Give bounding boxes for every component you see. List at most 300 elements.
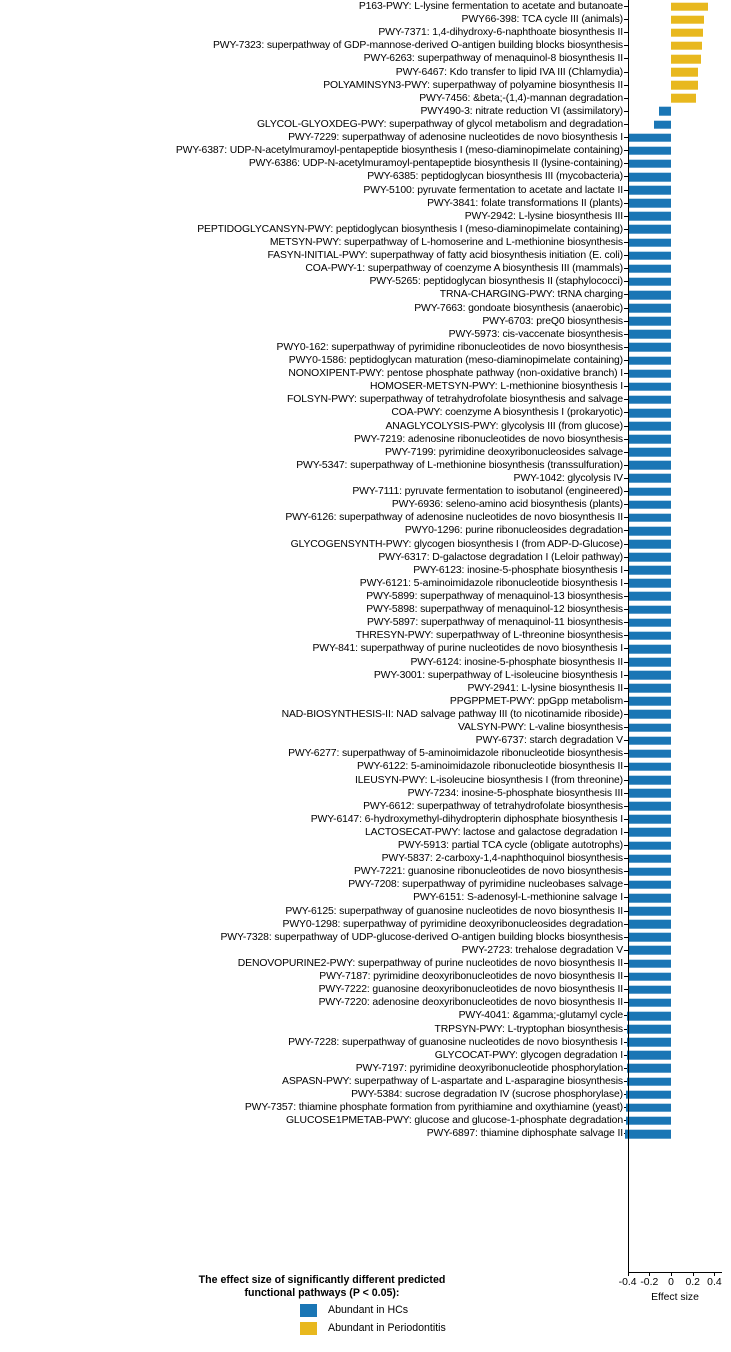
legend-label: Abundant in HCs [328, 1304, 409, 1317]
bar-cell [628, 315, 727, 328]
plot-left-spine [628, 0, 629, 1272]
bar-abundant-in-hcs [628, 251, 671, 260]
bar-row [0, 144, 731, 157]
x-tick [671, 1272, 672, 1276]
bar-cell [628, 1062, 727, 1075]
bar-row [0, 1101, 731, 1114]
bar-cell [628, 734, 727, 747]
bar-abundant-in-hcs [628, 710, 671, 719]
bar-cell [628, 996, 727, 1009]
bar-row [0, 957, 731, 970]
bar-row [0, 288, 731, 301]
bar-abundant-in-hcs [628, 317, 671, 326]
bar-row [0, 236, 731, 249]
bar-row [0, 695, 731, 708]
pathway-label: PWY-5837: 2-carboxy-1,4-naphthoquinol biosynthesis [381, 853, 623, 865]
bar-cell [628, 328, 727, 341]
pathway-label: PWY-7328: superpathway of UDP-glucose-derived O-antigen building blocks biosynthesis [220, 931, 623, 943]
bar-cell [628, 891, 727, 904]
bar-abundant-in-hcs [628, 186, 671, 195]
bar-abundant-in-hcs [628, 500, 671, 509]
bar-row [0, 1088, 731, 1101]
pathway-label: PWY-7229: superpathway of adenosine nucleotides de novo biosynthesis I [288, 132, 623, 144]
bar-cell [628, 1036, 727, 1049]
pathway-label: PWY-6387: UDP-N-acetylmuramoyl-pentapeptide biosynthesis I (meso-diaminopimelate containing) [175, 145, 623, 157]
bar-abundant-in-hcs [628, 212, 671, 221]
bar-cell [628, 773, 727, 786]
pathway-label: PWY-5100: pyruvate fermentation to acetate and lactate II [363, 184, 623, 196]
bar-cell [628, 878, 727, 891]
bar-cell [628, 577, 727, 590]
pathway-label: PWY-2942: L-lysine biosynthesis III [464, 210, 623, 222]
bar-cell [628, 341, 727, 354]
x-tick-label: 0.2 [685, 1277, 700, 1288]
bar-abundant-in-hcs [628, 291, 671, 300]
pathway-label: PWY-5347: superpathway of L-methionine biosynthesis (transsulfuration) [296, 459, 623, 471]
bar-row [0, 393, 731, 406]
bar-cell [628, 629, 727, 642]
bar-row [0, 1127, 731, 1140]
bar-row [0, 813, 731, 826]
pathway-label: LACTOSECAT-PWY: lactose and galactose degradation I [364, 826, 623, 838]
pathway-label: PWY-7228: superpathway of guanosine nucleotides de novo biosynthesis I [288, 1036, 623, 1048]
bar-cell [628, 498, 727, 511]
bar-abundant-in-hcs [628, 881, 671, 890]
bar-row [0, 13, 731, 26]
bar-cell [628, 39, 727, 52]
pathway-label: GLUCOSE1PMETAB-PWY: glucose and glucose-1-phosphate degradation [285, 1115, 623, 1127]
bar-row [0, 747, 731, 760]
bar-row [0, 380, 731, 393]
bar-cell [628, 669, 727, 682]
bar-cell [628, 957, 727, 970]
bar-abundant-in-hcs [628, 396, 671, 405]
bar-cell [628, 852, 727, 865]
bar-cell [628, 446, 727, 459]
bar-abundant-in-hcs [628, 566, 671, 575]
bar-abundant-in-hcs [627, 1038, 671, 1047]
bar-cell [628, 144, 727, 157]
bar-abundant-in-hcs [628, 749, 671, 758]
bar-cell [628, 393, 727, 406]
bar-row [0, 184, 731, 197]
bar-row [0, 92, 731, 105]
bar-abundant-in-hcs [659, 107, 671, 116]
bar-abundant-in-hcs [628, 160, 671, 169]
bar-row [0, 79, 731, 92]
legend-title-line-2: functional pathways (P < 0.05): [244, 1286, 400, 1299]
pathway-label: PWY-5973: cis-vaccenate biosynthesis [448, 328, 623, 340]
bar-cell [628, 616, 727, 629]
bar-cell [628, 944, 727, 957]
x-tick-label: 0 [668, 1277, 674, 1288]
pathway-label: FASYN-INITIAL-PWY: superpathway of fatty acid biosynthesis initiation (E. coli) [267, 250, 623, 262]
pathway-label: ILEUSYN-PWY: L-isoleucine biosynthesis I (from threonine) [354, 774, 623, 786]
pathway-label: PWY-7208: superpathway of pyrimidine nucleobases salvage [348, 879, 623, 891]
pathway-label: PWY-6125: superpathway of guanosine nucleotides de novo biosynthesis II [285, 905, 623, 917]
pathway-label: PWY-3841: folate transformations II (plants) [427, 197, 623, 209]
bar-abundant-in-hcs [628, 579, 671, 588]
bar-abundant-in-hcs [654, 120, 671, 129]
x-tick-label: -0.2 [640, 1277, 659, 1288]
bar-cell [628, 787, 727, 800]
bar-row [0, 852, 731, 865]
bar-row [0, 223, 731, 236]
pathway-label: PWY-5898: superpathway of menaquinol-12 biosynthesis [366, 604, 623, 616]
bar-abundant-in-hcs [628, 422, 671, 431]
bar-row [0, 905, 731, 918]
bar-row [0, 800, 731, 813]
bar-abundant-in-periodontitis [671, 42, 702, 51]
pathway-label: METSYN-PWY: superpathway of L-homoserine and L-methionine biosynthesis [269, 237, 623, 249]
x-tick [628, 1272, 629, 1276]
bar-abundant-in-hcs [628, 199, 671, 208]
bar-abundant-in-hcs [627, 1051, 671, 1060]
bar-row [0, 891, 731, 904]
bar-abundant-in-hcs [628, 592, 671, 601]
pathway-label: PWY-6151: S-adenosyl-L-methionine salvage I [413, 892, 623, 904]
pathway-label: GLYCOL-GLYOXDEG-PWY: superpathway of glycol metabolism and degradation [256, 119, 623, 131]
bar-row [0, 1075, 731, 1088]
bar-abundant-in-hcs [628, 841, 671, 850]
bar-cell [628, 262, 727, 275]
pathway-label: PWY-5899: superpathway of menaquinol-13 biosynthesis [366, 590, 623, 602]
bar-cell [628, 826, 727, 839]
pathway-label: PWY0-1586: peptidoglycan maturation (meso-diaminopimelate containing) [288, 355, 623, 366]
pathway-label: PWY-5265: peptidoglycan biosynthesis II (staphylococci) [369, 276, 623, 288]
pathway-label: PWY-6737: starch degradation V [475, 735, 623, 747]
bar-row [0, 446, 731, 459]
pathway-label: PWY-841: superpathway of purine nucleotides de novo biosynthesis I [312, 643, 623, 655]
bar-row [0, 1114, 731, 1127]
bar-abundant-in-hcs [628, 684, 671, 693]
bar-row [0, 1049, 731, 1062]
pathway-label: NONOXIPENT-PWY: pentose phosphate pathway (non-oxidative branch) I [288, 368, 623, 380]
pathway-label: PEPTIDOGLYCANSYN-PWY: peptidoglycan biosynthesis I (meso-diaminopimelate containing) [197, 223, 623, 235]
bar-abundant-in-hcs [628, 540, 671, 549]
bar-cell [628, 288, 727, 301]
bar-cell [628, 184, 727, 197]
bar-abundant-in-hcs [628, 553, 671, 562]
pathway-label: VALSYN-PWY: L-valine biosynthesis [457, 722, 623, 734]
bar-abundant-in-hcs [628, 356, 671, 365]
bar-abundant-in-hcs [628, 369, 671, 378]
bar-row [0, 170, 731, 183]
bar-row [0, 249, 731, 262]
bar-row [0, 970, 731, 983]
bar-abundant-in-hcs [628, 894, 671, 903]
bar-cell [628, 760, 727, 773]
bar-abundant-in-hcs [629, 133, 671, 142]
bar-abundant-in-hcs [628, 776, 671, 785]
pathway-label: PWY-2941: L-lysine biosynthesis II [467, 682, 623, 694]
bar-abundant-in-hcs [628, 789, 671, 798]
bar-abundant-in-hcs [628, 854, 671, 863]
bar-cell [628, 708, 727, 721]
pathway-label: PWY0-162: superpathway of pyrimidine ribonucleotides de novo biosynthesis [276, 341, 623, 353]
x-tick [649, 1272, 650, 1276]
bar-row [0, 1036, 731, 1049]
bar-abundant-in-hcs [626, 1103, 671, 1112]
pathway-label: PWY-1042: glycolysis IV [513, 472, 623, 484]
pathway-label: PWY-5384: sucrose degradation IV (sucrose phosphorylase) [351, 1089, 623, 1101]
pathway-label: PWY-7323: superpathway of GDP-mannose-derived O-antigen building blocks biosynthesis [212, 40, 623, 52]
bar-row [0, 302, 731, 315]
bar-row [0, 655, 731, 668]
bar-abundant-in-hcs [628, 736, 671, 745]
bar-cell [628, 105, 727, 118]
x-tick [714, 1272, 715, 1276]
x-axis-line [628, 1272, 722, 1273]
bar-cell [628, 1088, 727, 1101]
bar-cell [628, 695, 727, 708]
bar-cell [628, 118, 727, 131]
bar-abundant-in-hcs [628, 920, 671, 929]
pathway-label: PWY-6897: thiamine diphosphate salvage II [426, 1128, 623, 1140]
bar-row [0, 839, 731, 852]
bar-cell [628, 511, 727, 524]
bar-abundant-in-hcs [628, 264, 671, 273]
bar-abundant-in-hcs [628, 697, 671, 706]
bar-abundant-in-periodontitis [671, 94, 696, 103]
bar-cell [628, 1009, 727, 1022]
bar-abundant-in-hcs [628, 487, 671, 496]
pathway-label: PWY-7357: thiamine phosphate formation from pyrithiamine and oxythiamine (yeast) [244, 1102, 623, 1114]
pathway-label: PWY-6703: preQ0 biosynthesis [482, 315, 623, 327]
bar-cell [628, 813, 727, 826]
bar-cell [628, 92, 727, 105]
bar-row [0, 760, 731, 773]
bar-abundant-in-hcs [628, 867, 671, 876]
bar-row [0, 1009, 731, 1022]
bar-row [0, 406, 731, 419]
bar-cell [628, 52, 727, 65]
bar-cell [628, 970, 727, 983]
bar-abundant-in-periodontitis [671, 68, 698, 77]
bar-abundant-in-hcs [628, 435, 671, 444]
pathway-label: PWY-6122: 5-aminoimidazole ribonucleotide biosynthesis II [357, 761, 623, 773]
bar-abundant-in-hcs [628, 514, 671, 523]
bar-row [0, 511, 731, 524]
pathway-label: PWY-6386: UDP-N-acetylmuramoyl-pentapeptide biosynthesis II (lysine-containing) [248, 158, 623, 170]
pathway-label: PWY0-1296: purine ribonucleosides degradation [404, 525, 623, 537]
bar-abundant-in-hcs [627, 1064, 671, 1073]
bar-abundant-in-hcs [628, 605, 671, 614]
bar-row [0, 472, 731, 485]
bar-cell [628, 79, 727, 92]
pathway-label: DENOVOPURINE2-PWY: superpathway of purine nucleotides de novo biosynthesis II [237, 958, 623, 970]
bar-cell [628, 0, 727, 13]
bar-cell [628, 551, 727, 564]
bar-cell [628, 210, 727, 223]
pathway-label: PWY-7219: adenosine ribonucleotides de novo biosynthesis [353, 433, 623, 445]
bar-cell [628, 524, 727, 537]
bar-row [0, 878, 731, 891]
bar-row [0, 708, 731, 721]
bar-row [0, 642, 731, 655]
bar-row [0, 118, 731, 131]
bar-abundant-in-periodontitis [671, 81, 698, 90]
bar-row [0, 616, 731, 629]
pathway-label: PWY-7199: pyrimidine deoxyribonucleosides salvage [384, 446, 623, 458]
bar-row [0, 0, 731, 13]
pathway-label: PWY-7663: gondoate biosynthesis (anaerobic) [414, 302, 623, 314]
pathway-label: PWY-4041: &gamma;-glutamyl cycle [458, 1010, 623, 1022]
bar-row [0, 26, 731, 39]
pathway-label: PWY490-3: nitrate reduction VI (assimilatory) [420, 105, 623, 117]
pathway-label: PWY-6317: D-galactose degradation I (Leloir pathway) [378, 551, 623, 563]
pathway-label: HOMOSER-METSYN-PWY: L-methionine biosynthesis I [369, 381, 623, 393]
bar-abundant-in-hcs [628, 645, 671, 654]
pathway-label: PWY-5897: superpathway of menaquinol-11 biosynthesis [367, 617, 623, 629]
pathway-label: PWY-7222: guanosine deoxyribonucleotides de novo biosynthesis II [318, 984, 623, 996]
bar-row [0, 1062, 731, 1075]
bar-cell [628, 485, 727, 498]
bar-row [0, 315, 731, 328]
bar-row [0, 629, 731, 642]
bar-abundant-in-hcs [628, 999, 671, 1008]
bar-cell [628, 170, 727, 183]
legend-title [0, 1274, 620, 1299]
bar-abundant-in-hcs [628, 632, 671, 641]
bar-abundant-in-hcs [628, 527, 671, 536]
pathway-label: PWY-6121: 5-aminoimidazole ribonucleotide biosynthesis I [359, 577, 623, 589]
pathway-label: PWY-7197: pyrimidine deoxyribonucleotide phosphorylation [355, 1062, 623, 1074]
bar-row [0, 197, 731, 210]
bar-abundant-in-hcs [628, 382, 671, 391]
bar-row [0, 577, 731, 590]
pathway-label: PWY-3001: superpathway of L-isoleucine biosynthesis I [373, 669, 623, 681]
pathway-label: PWY-7220: adenosine deoxyribonucleotides de novo biosynthesis II [318, 997, 623, 1009]
bar-cell [628, 472, 727, 485]
bar-row [0, 262, 731, 275]
bar-row [0, 734, 731, 747]
pathway-label: PWY-6126: superpathway of adenosine nucleotides de novo biosynthesis II [285, 512, 623, 524]
bar-row [0, 524, 731, 537]
bar-row [0, 787, 731, 800]
bar-cell [628, 433, 727, 446]
bar-row [0, 210, 731, 223]
bar-row [0, 433, 731, 446]
bar-row [0, 66, 731, 79]
bar-row [0, 721, 731, 734]
bar-row [0, 367, 731, 380]
pathway-label: PWY-7456: &beta;-(1,4)-mannan degradation [419, 92, 623, 104]
bar-cell [628, 564, 727, 577]
bar-cell [628, 642, 727, 655]
bar-abundant-in-hcs [628, 723, 671, 732]
legend [0, 1274, 620, 1338]
pathway-label: GLYCOGENSYNTH-PWY: glycogen biosynthesis I (from ADP-D-Glucose) [290, 538, 623, 550]
pathway-label: POLYAMINSYN3-PWY: superpathway of polyamine biosynthesis II [323, 79, 623, 91]
bar-abundant-in-hcs [627, 1077, 671, 1086]
pathway-label: THRESYN-PWY: superpathway of L-threonine biosynthesis [355, 630, 623, 642]
bar-row [0, 564, 731, 577]
bar-cell [628, 459, 727, 472]
legend-item [300, 1302, 620, 1318]
bar-abundant-in-hcs [628, 448, 671, 457]
bar-row [0, 1023, 731, 1036]
bar-row [0, 773, 731, 786]
bar-row [0, 996, 731, 1009]
bar-cell [628, 983, 727, 996]
bar-cell [628, 197, 727, 210]
pathway-label: PWY-6147: 6-hydroxymethyl-dihydropterin diphosphate biosynthesis I [310, 813, 623, 825]
legend-swatch [300, 1322, 317, 1335]
pathway-label: PWY-5913: partial TCA cycle (obligate autotrophs) [397, 840, 623, 852]
bar-cell [628, 1023, 727, 1036]
bar-row [0, 603, 731, 616]
bar-abundant-in-hcs [628, 278, 671, 287]
pathway-label: ANAGLYCOLYSIS-PWY: glycolysis III (from glucose) [385, 420, 623, 432]
pathway-label: GLYCOCAT-PWY: glycogen degradation I [434, 1049, 623, 1061]
bar-row [0, 931, 731, 944]
bar-abundant-in-hcs [628, 671, 671, 680]
pathway-label: PWY-6277: superpathway of 5-aminoimidazole ribonucleotide biosynthesis [288, 748, 623, 760]
bar-abundant-in-hcs [628, 959, 671, 968]
bar-cell [628, 721, 727, 734]
bar-cell [628, 380, 727, 393]
bar-abundant-in-hcs [628, 985, 671, 994]
bar-cell [628, 13, 727, 26]
pathway-label: PWY-6612: superpathway of tetrahydrofolate biosynthesis [363, 800, 623, 812]
pathway-label: PWY-6124: inosine-5-phosphate biosynthesis II [410, 656, 623, 668]
bar-cell [628, 249, 727, 262]
bar-cell [628, 26, 727, 39]
bar-cell [628, 839, 727, 852]
pathway-label: PWY-6123: inosine-5-phosphate biosynthesis I [413, 564, 623, 576]
bar-cell [628, 1075, 727, 1088]
bar-row [0, 354, 731, 367]
bar-row [0, 682, 731, 695]
bar-row [0, 590, 731, 603]
legend-item [300, 1320, 620, 1336]
bar-cell [628, 747, 727, 760]
bar-abundant-in-hcs [626, 1090, 671, 1099]
legend-label: Abundant in Periodontitis [328, 1322, 446, 1335]
bar-cell [628, 131, 727, 144]
bar-row [0, 420, 731, 433]
bar-abundant-in-hcs [628, 238, 671, 247]
pathway-label: FOLSYN-PWY: superpathway of tetrahydrofolate biosynthesis and salvage [287, 394, 623, 406]
pathway-label: PWY-7234: inosine-5-phosphate biosynthesis III [407, 787, 623, 799]
bar-cell [628, 1049, 727, 1062]
legend-title-line-1: The effect size of significantly different predicted [198, 1274, 446, 1286]
bar-abundant-in-hcs [628, 146, 671, 155]
x-tick [693, 1272, 694, 1276]
bar-row [0, 52, 731, 65]
bar-cell [628, 420, 727, 433]
bar-cell [628, 800, 727, 813]
bar-cell [628, 1127, 727, 1140]
x-tick-label: 0.4 [707, 1277, 722, 1288]
bar-cell [628, 1101, 727, 1114]
bar-abundant-in-periodontitis [671, 28, 703, 37]
bar-abundant-in-hcs [626, 1117, 671, 1126]
bar-row [0, 537, 731, 550]
pathway-label: PPGPPMET-PWY: ppGpp metabolism [449, 695, 623, 707]
bar-cell [628, 865, 727, 878]
bar-row [0, 498, 731, 511]
bar-abundant-in-hcs [628, 461, 671, 470]
pathway-label: TRNA-CHARGING-PWY: tRNA charging [439, 289, 623, 301]
bar-cell [628, 655, 727, 668]
bar-abundant-in-hcs [628, 907, 671, 916]
bar-abundant-in-hcs [628, 474, 671, 483]
bar-cell [628, 603, 727, 616]
pathway-label: COA-PWY-1: superpathway of coenzyme A biosynthesis III (mammals) [305, 263, 623, 275]
bar-row [0, 983, 731, 996]
